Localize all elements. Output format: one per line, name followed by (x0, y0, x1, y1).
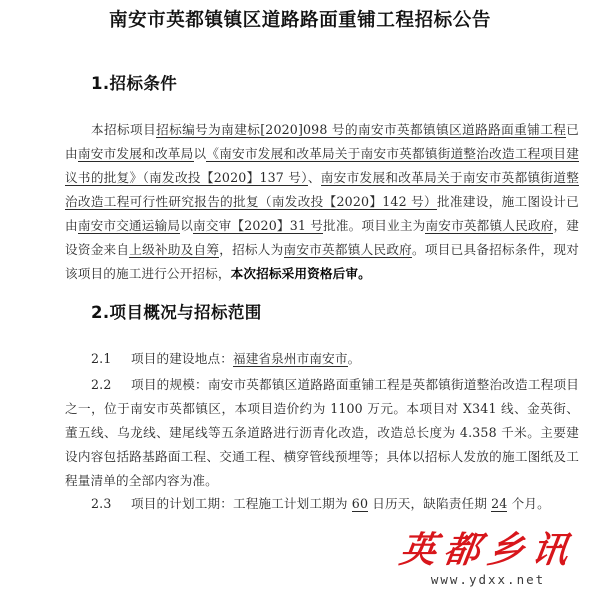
item-2-2 (65, 373, 579, 493)
s1-tenderee-lead: ，招标人为 (219, 242, 284, 257)
item-2-1-label: 项目的建设地点： (131, 351, 233, 366)
logo-text: 英都乡讯 (397, 529, 579, 571)
item-2-1-value: 福建省泉州市南安市 (232, 351, 348, 366)
s1-doc3: 南交审【2020】31 号 (193, 218, 324, 233)
item-2-2-text: 项目的规模：南安市英都镇区道路路面重铺工程是英都镇街道整治改造工程项目之一，位于南安市英都镇区，本项目造价约为 1100 万元。本项目对 X341 线、金英街、董五线、乌龙线、建尾线等五条道路进行沥青化改造，改造总长度为 4.358 千米。主要建设内容包括路基路面工程、交通工程、横穿管线预埋等；具体以招标人发放的施工图纸及工程量清单的全部内容为准。 (65, 377, 579, 488)
item-2-1-number: 2.1 (91, 351, 112, 366)
item-2-1 (65, 347, 600, 371)
item-2-3 (65, 492, 600, 516)
s1-dev-bureau: 南安市发展和改革局 (77, 146, 194, 161)
watermark-logo (388, 530, 588, 592)
logo-url: www.ydxx.net (430, 572, 546, 587)
item-2-3-days: 60 (351, 496, 369, 511)
s1-tenderee: 南安市英都镇人民政府 (283, 242, 413, 257)
s1-sep: 、 (307, 170, 321, 185)
item-2-3-number: 2.3 (91, 496, 112, 511)
s1-transport: 南安市交通运输局 (77, 218, 181, 233)
s1-fund-source: 上级补助及自筹 (129, 242, 220, 257)
s1-with2: 以 (180, 218, 194, 233)
s1-by: 已由 (65, 122, 579, 161)
item-2-3-mid: 日历天，缺陷责任期 (368, 496, 492, 511)
item-2-3-label: 项目的计划工期：工程施工计划工期为 (131, 496, 352, 511)
s1-approved: 批准建设，施工图设计已由 (65, 194, 579, 233)
s1-approved2: 批准。项目业主为 (323, 218, 426, 233)
s1-doc2: 南安市发展和改革局关于南安市英都镇街道整治改造工程可行性研究报告的批复（南发改投【2020】142 号） (65, 170, 579, 209)
s1-project-no: 招标编号为南建标[2020]098 号的南安市英都镇镇区道路路面重铺工程 (156, 122, 567, 137)
section2-heading: 2.项目概况与招标范围 (91, 303, 262, 322)
section1-heading: 1.招标条件 (91, 74, 178, 93)
s1-ready: 。项目已具备招标条件，现对该项目的施工进行公开招标， (65, 242, 580, 281)
s1-funds: ，建设资金来自 (65, 218, 580, 257)
item-2-3-months: 24 (491, 496, 508, 511)
item-2-1-end: 。 (347, 351, 361, 366)
s1-with: 以 (193, 146, 207, 161)
item-2-3-end: 个月。 (507, 496, 550, 511)
item-2-2-number: 2.2 (91, 377, 112, 392)
s1-owner: 南安市英都镇人民政府 (425, 218, 554, 233)
s1-doc1: 《南安市发展和改革局关于南安市英都镇街道整治改造工程项目建议书的批复》（南发改投【2020】137 号） (65, 146, 579, 185)
section1-paragraph (65, 118, 579, 286)
s1-intro: 本招标项目 (91, 122, 157, 137)
page-title: 南安市英都镇镇区道路路面重铺工程招标公告 (108, 10, 491, 31)
s1-bold-note: 本次招标采用资格后审。 (230, 266, 371, 281)
